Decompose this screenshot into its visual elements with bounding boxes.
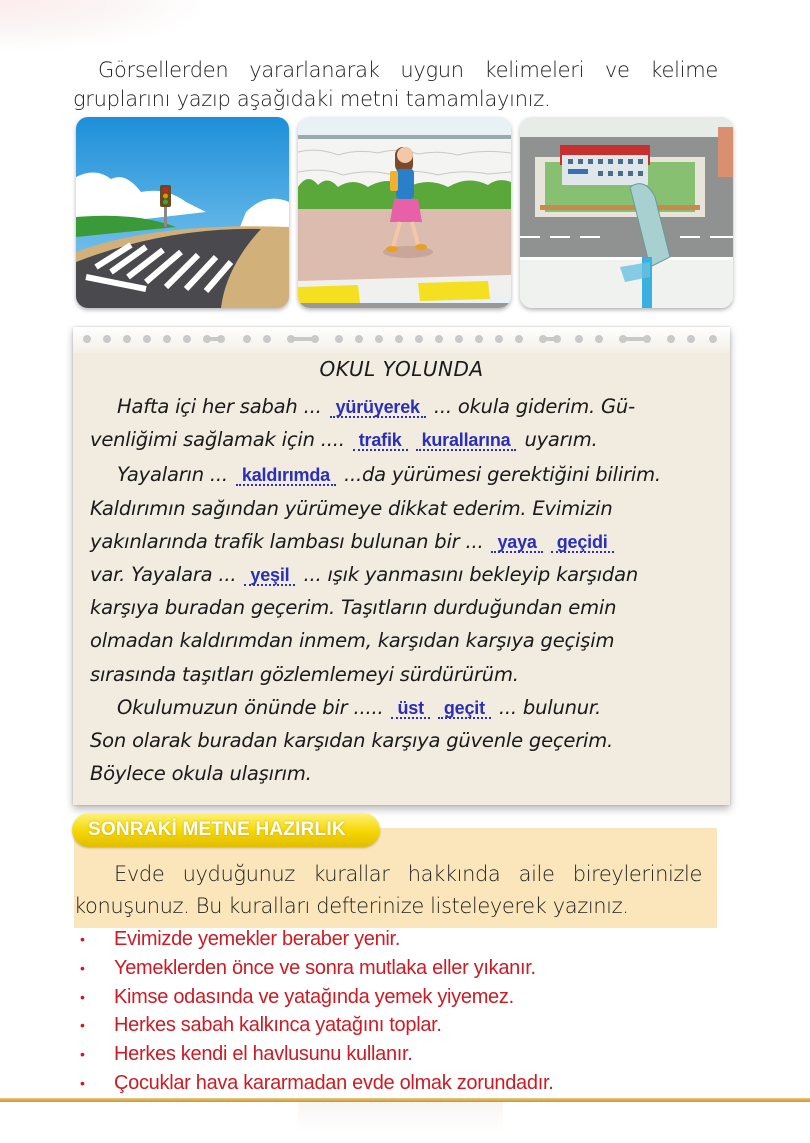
list-item xyxy=(78,925,718,954)
note-line xyxy=(90,390,715,423)
bullet-icon: • xyxy=(80,959,85,976)
school-overpass-illustration xyxy=(520,117,733,308)
rule-text: Yemeklerden önce ve sonra mutlaka eller yıkanır. xyxy=(114,956,536,979)
prep-instruction xyxy=(74,858,702,922)
note-text: ...da yürümesi gerektiğini bilirim. xyxy=(343,463,661,487)
bullet-icon: • xyxy=(80,1074,85,1091)
instruction-line-1: Görsellerden yararlanarak uygun kelimeleri ve kelime xyxy=(98,58,718,82)
note-text: yakınlarında trafik lambası bulunan bir ... xyxy=(90,529,484,553)
sidewalk-walking-illustration xyxy=(298,117,511,308)
note-text: var. Yayalara ... xyxy=(90,562,237,586)
footer-tab xyxy=(298,1102,503,1132)
crosswalk-illustration xyxy=(76,117,289,308)
list-item xyxy=(78,983,718,1012)
rule-text: Herkes kendi el havlusunu kullanır. xyxy=(114,1043,413,1066)
fill-answer: trafik xyxy=(353,431,408,451)
note-text: Okulumuzun önünde bir ..... xyxy=(117,695,384,719)
notebook-paper xyxy=(73,327,730,805)
prep-banner-label: SONRAKİ METNE HAZIRLIK xyxy=(88,819,346,840)
rule-text: Kimse odasında ve yatağında yemek yiyemez. xyxy=(114,985,514,1008)
prep-section-banner xyxy=(72,813,380,847)
note-line: Böylece okula ulaşırım. xyxy=(90,762,312,786)
fill-answer: üst xyxy=(391,699,429,719)
fill-answer: kurallarına xyxy=(416,431,517,451)
fill-answer: yürüyerek xyxy=(330,398,426,418)
rule-text: Herkes sabah kalkınca yatağını toplar. xyxy=(114,1014,442,1037)
note-line xyxy=(90,558,715,591)
instruction-line-2: gruplarını yazıp aşağıdaki metni tamamlayınız. xyxy=(73,87,551,111)
note-text: ... ışık yanmasını bekleyip karşıdan xyxy=(303,562,639,586)
note-line xyxy=(90,691,715,724)
prep-line-2: konuşunuz. Bu kuralları defterinize listeleyerek yazınız. xyxy=(74,894,629,918)
list-item xyxy=(78,1011,718,1040)
fill-answer: yaya xyxy=(491,533,542,553)
note-text: ... okula giderim. Gü- xyxy=(433,395,635,418)
note-text: uyarım. xyxy=(524,428,598,452)
note-text: ... bulunur. xyxy=(498,695,601,719)
list-item xyxy=(78,1040,718,1069)
fill-answer: geçidi xyxy=(551,533,614,553)
note-line: Kaldırımın sağından yürümeye dikkat ederim. Evimizin xyxy=(90,496,613,520)
bullet-icon: • xyxy=(80,1046,85,1063)
note-text: Hafta içi her sabah ... xyxy=(117,395,322,418)
bullet-icon: • xyxy=(80,1017,85,1034)
note-line xyxy=(90,458,715,491)
fill-answer: geçit xyxy=(438,699,491,719)
note-line: olmadan kaldırımdan inmem, karşıdan karşıya geçişim xyxy=(90,629,615,653)
note-title: OKUL YOLUNDA xyxy=(319,357,484,381)
note-text: Yayaların ... xyxy=(117,463,228,487)
rule-text: Çocuklar hava kararmadan evde olmak zorundadır. xyxy=(114,1071,554,1094)
bullet-icon: • xyxy=(80,931,85,947)
note-line xyxy=(90,525,715,558)
bullet-icon: • xyxy=(80,988,85,1005)
fill-answer: kaldırımda xyxy=(236,466,336,486)
list-item xyxy=(78,1069,718,1098)
note-line: sırasında taşıtları gözlemlemeyi sürdürürüm. xyxy=(90,662,519,686)
note-line: karşıya buradan geçerim. Taşıtların durduğundan emin xyxy=(90,596,617,620)
note-text: venliğimi sağlamak için .... xyxy=(90,428,345,452)
fill-answer: yeşil xyxy=(244,566,295,586)
prep-line-1: Evde uyduğunuz kurallar hakkında aile bireylerinizle xyxy=(114,862,702,886)
notebook-binding-holes xyxy=(73,327,730,353)
rule-text: Evimizde yemekler beraber yenir. xyxy=(114,928,401,950)
page-corner-decoration xyxy=(0,0,200,50)
instruction-text xyxy=(73,56,718,114)
note-line: Son olarak buradan karşıdan karşıya güvenle geçerim. xyxy=(90,728,614,752)
illustrations-row xyxy=(76,117,733,308)
house-rules-list xyxy=(78,925,718,1098)
note-body xyxy=(90,390,715,790)
list-item xyxy=(78,954,718,983)
note-line xyxy=(90,423,715,456)
